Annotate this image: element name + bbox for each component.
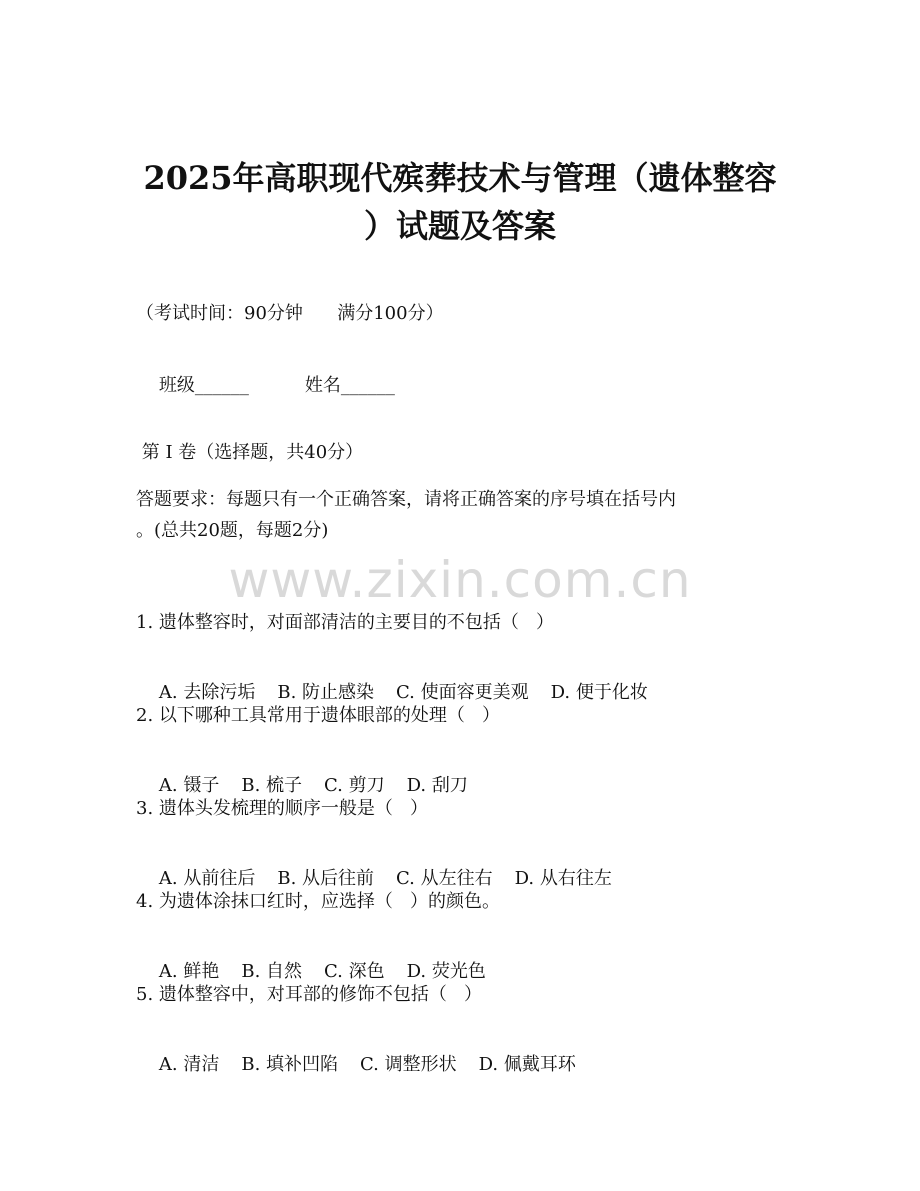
option-c: C. 从左往右 <box>396 868 493 889</box>
option-d: D. 佩戴耳环 <box>478 1054 576 1075</box>
class-field-label: 班级______ <box>158 375 249 396</box>
option-a: A. 鲜艳 <box>158 961 220 982</box>
option-c: C. 调整形状 <box>360 1054 457 1075</box>
option-b: B. 梳子 <box>241 775 303 796</box>
instruction-line-2: 。(总共20题，每题2分) <box>136 520 329 541</box>
option-b: B. 防止感染 <box>277 682 375 703</box>
question-stem: 1. 遗体整容时，对面部清洁的主要目的不包括（ ） <box>136 612 555 633</box>
option-a: A. 镊子 <box>158 775 220 796</box>
question-stem: 4. 为遗体涂抹口红时，应选择（ ）的颜色。 <box>136 891 501 912</box>
option-c: C. 深色 <box>324 961 385 982</box>
instruction-line-1: 答题要求：每题只有一个正确答案，请将正确答案的序号填在括号内 <box>136 489 676 510</box>
option-d: D. 荧光色 <box>406 961 486 982</box>
option-c: C. 剪刀 <box>324 775 385 796</box>
section-heading: 第 I 卷（选择题，共40分） <box>136 442 364 463</box>
exam-info: （考试时间：90分钟 满分100分） <box>136 303 444 324</box>
document-title-line-1: 2025年高职现代殡葬技术与管理（遗体整容 <box>143 159 777 197</box>
option-d: D. 刮刀 <box>406 775 468 796</box>
document-title-line-2: ）试题及答案 <box>363 207 556 245</box>
option-c: C. 使面容更美观 <box>396 682 529 703</box>
option-a: A. 去除污垢 <box>158 682 256 703</box>
watermark-text: www.zixin.com.cn <box>228 551 692 609</box>
student-fields <box>136 350 395 422</box>
option-b: B. 自然 <box>241 961 303 982</box>
question-stem: 3. 遗体头发梳理的顺序一般是（ ） <box>136 798 429 819</box>
option-a: A. 从前往后 <box>158 868 256 889</box>
name-field-label: 姓名______ <box>304 375 395 396</box>
option-b: B. 填补凹陷 <box>241 1054 339 1075</box>
question-stem: 5. 遗体整容中，对耳部的修饰不包括（ ） <box>136 984 483 1005</box>
option-d: D. 便于化妆 <box>550 682 648 703</box>
option-a: A. 清洁 <box>158 1054 220 1075</box>
option-b: B. 从后往前 <box>277 868 375 889</box>
question-stem: 2. 以下哪种工具常用于遗体眼部的处理（ ） <box>136 705 501 726</box>
question-options <box>136 1029 598 1101</box>
option-d: D. 从右往左 <box>514 868 612 889</box>
